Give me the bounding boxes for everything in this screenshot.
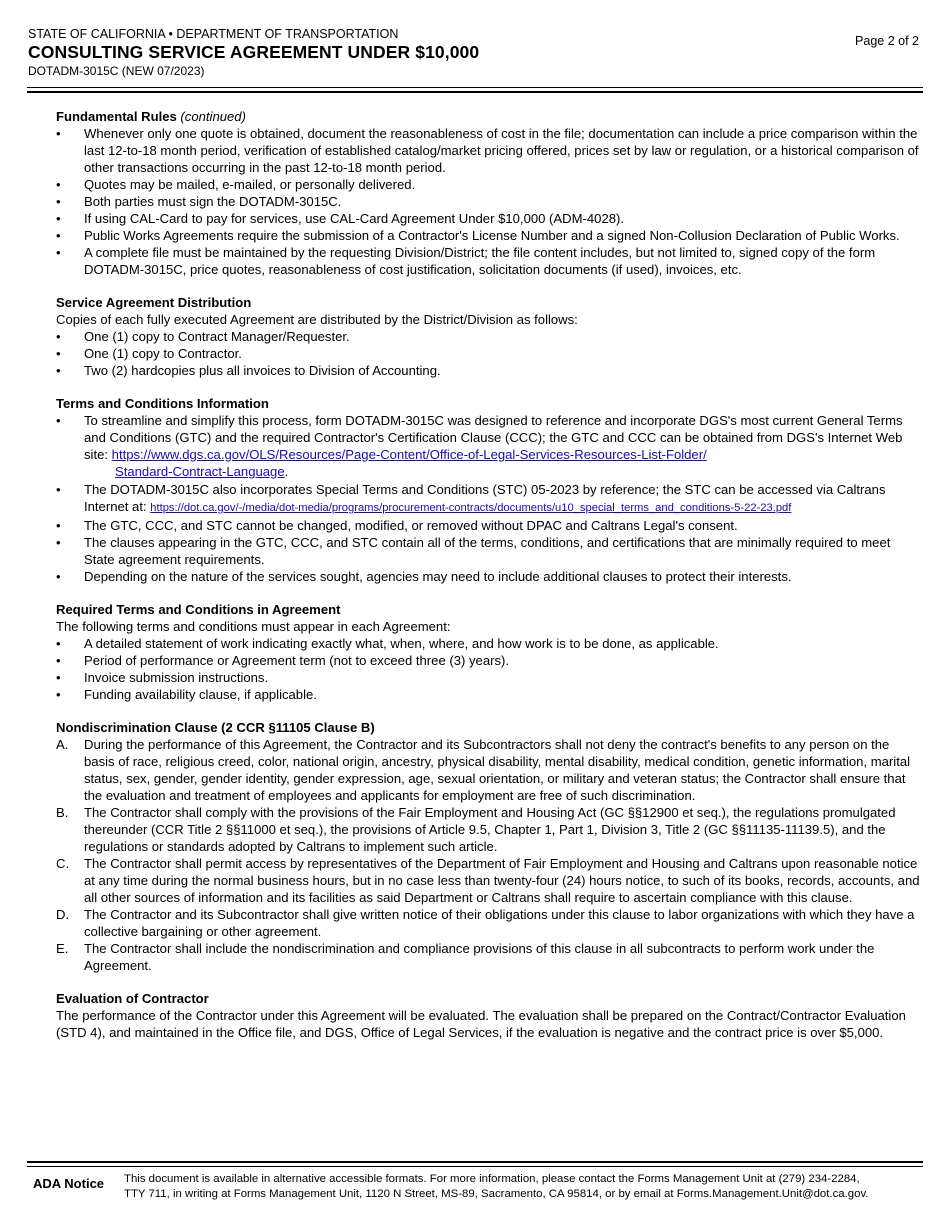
list-item <box>56 345 920 362</box>
list-item-text: Both parties must sign the DOTADM-3015C. <box>84 194 342 209</box>
list-item-text: To streamline and simplify this process, form DOTADM-3015C was designed to reference and incorporate DGS's most current General Terms and Conditions (GTC) and the required Contractor's Certification Clause (CCC); the GTC and CCC can be obtained from DGS's Internet Web site: <box>84 413 903 462</box>
list-item <box>56 244 920 278</box>
list-item-text: Funding availability clause, if applicable. <box>84 687 317 702</box>
bullet-icon: • <box>56 245 61 260</box>
form-header <box>28 27 922 79</box>
bullet-icon: • <box>56 636 61 651</box>
list-item <box>56 210 920 227</box>
header-divider-thick <box>27 91 923 93</box>
list-item <box>56 940 920 974</box>
section-terms-info <box>56 395 920 585</box>
list-item <box>56 686 920 703</box>
footer-divider-thick <box>27 1161 923 1163</box>
agency-line: STATE OF CALIFORNIA • DEPARTMENT OF TRANSPORTATION <box>28 27 399 41</box>
list-item <box>56 481 920 517</box>
section-paragraph: The performance of the Contractor under this Agreement will be evaluated. The evaluation shall be prepared on the Contract/Contractor Evaluation (STD 4), and maintained in the Office file, and DGS, Office of Legal Services, if the evaluation is negative and the contract price is over $5,000. <box>56 1008 906 1040</box>
list-item-text: The Contractor shall include the nondiscrimination and compliance provisions of this clause in all subcontracts to perform work under the Agreement. <box>84 941 875 973</box>
header-divider <box>27 87 923 88</box>
list-marker: B. <box>56 805 69 820</box>
bullet-icon: • <box>56 687 61 702</box>
heading-note: (continued) <box>180 109 246 124</box>
list-item-text: A complete file must be maintained by the requesting Division/District; the file content includes, but not limited to, signed copy of the form DOTADM-3015C, price quotes, reasonableness of cost justification, solicitation documents (if used), invoices, etc. <box>84 245 876 277</box>
list-item <box>56 362 920 379</box>
list-marker: E. <box>56 941 69 956</box>
ada-notice-text <box>124 1172 920 1202</box>
bullet-icon: • <box>56 177 61 192</box>
list-item-text: Whenever only one quote is obtained, document the reasonableness of cost in the file; documentation can include a price comparison within the last 12-to-18 month period, verification of established catalog/market pricing offered, prices set by law or regulation, or a historical comparison of other transactions occurring in the past 12-to-18 month period. <box>84 126 919 175</box>
bullet-icon: • <box>56 569 61 584</box>
list-item <box>56 517 920 534</box>
list-item-text: Public Works Agreements require the submission of a Contractor's License Number and a signed Non-Collusion Declaration of Public Works. <box>84 228 900 243</box>
list-item-text: If using CAL-Card to pay for services, use CAL-Card Agreement Under $10,000 (ADM-4028). <box>84 211 625 226</box>
list-marker: C. <box>56 856 70 871</box>
list-marker: A. <box>56 737 69 752</box>
section-heading: Service Agreement Distribution <box>56 295 252 310</box>
bullet-icon: • <box>56 670 61 685</box>
section-distribution <box>56 294 920 379</box>
list-item <box>56 328 920 345</box>
ada-notice-label: ADA Notice <box>33 1176 105 1191</box>
list-item <box>56 804 920 855</box>
bullet-icon: • <box>56 413 61 428</box>
document-body <box>56 108 920 1057</box>
section-heading: Terms and Conditions Information <box>56 396 269 411</box>
list-item <box>56 855 920 906</box>
section-nondiscrimination <box>56 719 920 974</box>
list-item-text: Quotes may be mailed, e-mailed, or personally delivered. <box>84 177 416 192</box>
list-item-text: One (1) copy to Contract Manager/Requester. <box>84 329 350 344</box>
form-number: DOTADM-3015C (NEW 07/2023) <box>28 64 205 78</box>
bullet-icon: • <box>56 346 61 361</box>
list-item <box>56 412 920 480</box>
ada-notice-line: This document is available in alternative accessible formats. For more information, please contact the Forms Management Unit at (279) 234-2284, <box>124 1173 860 1185</box>
list-item-end: . <box>284 464 289 479</box>
bullet-icon: • <box>56 126 61 141</box>
list-item <box>56 125 920 176</box>
list-item-text: Two (2) hardcopies plus all invoices to Division of Accounting. <box>84 363 441 378</box>
bullet-icon: • <box>56 194 61 209</box>
list-item <box>56 652 920 669</box>
list-item-text: One (1) copy to Contractor. <box>84 346 242 361</box>
list-marker: D. <box>56 907 70 922</box>
heading-text: Fundamental Rules <box>56 109 177 124</box>
bullet-icon: • <box>56 363 61 378</box>
footer-divider <box>27 1166 923 1167</box>
list-item <box>56 227 920 244</box>
section-heading: Required Terms and Conditions in Agreement <box>56 602 341 617</box>
bullet-icon: • <box>56 329 61 344</box>
list-item <box>56 568 920 585</box>
list-item <box>56 534 920 568</box>
section-evaluation <box>56 990 920 1041</box>
list-item-text: The clauses appearing in the GTC, CCC, and STC contain all of the terms, conditions, and certifications that are minimally required to meet State agreement requirements. <box>84 535 891 567</box>
section-heading: Evaluation of Contractor <box>56 991 209 1006</box>
list-item <box>56 193 920 210</box>
page-number: Page 2 of 2 <box>855 34 919 48</box>
section-fundamental-rules <box>56 108 920 278</box>
list-item-text: Depending on the nature of the services sought, agencies may need to include additional clauses to protect their interests. <box>84 569 792 584</box>
list-item-text: Period of performance or Agreement term (not to exceed three (3) years). <box>84 653 510 668</box>
bullet-icon: • <box>56 228 61 243</box>
list-item <box>56 669 920 686</box>
section-heading: Nondiscrimination Clause (2 CCR §11105 Clause B) <box>56 720 375 735</box>
section-heading <box>56 108 920 125</box>
bullet-icon: • <box>56 482 61 497</box>
list-item-text: The Contractor shall permit access by representatives of the Department of Fair Employment and Housing and Caltrans upon reasonable notice at any time during the normal business hours, but in no case less than twenty-four (24) hours notice, to such of its books, records, accounts, and all other sources of information and its facilities as said Department or Caltrans shall require to ascertain compliance with this clause. <box>84 856 920 905</box>
section-intro: Copies of each fully executed Agreement are distributed by the District/Division as follows: <box>56 312 578 327</box>
bullet-icon: • <box>56 211 61 226</box>
section-intro: The following terms and conditions must appear in each Agreement: <box>56 619 451 634</box>
list-item-text: A detailed statement of work indicating exactly what, when, where, and how work is to be done, as applicable. <box>84 636 719 651</box>
list-item-text: Invoice submission instructions. <box>84 670 269 685</box>
list-item <box>56 906 920 940</box>
dgs-terms-link[interactable]: https://www.dgs.ca.gov/OLS/Resources/Page-Content/Office-of-Legal-Services-Resources-List-Folder/ <box>111 447 707 462</box>
section-required-terms <box>56 601 920 703</box>
bullet-icon: • <box>56 518 61 533</box>
form-title: CONSULTING SERVICE AGREEMENT UNDER $10,000 <box>28 42 480 62</box>
bullet-icon: • <box>56 653 61 668</box>
list-item-text: The Contractor and its Subcontractor shall give written notice of their obligations under this clause to labor organizations with which they have a collective bargaining or other agreement. <box>84 907 915 939</box>
list-item <box>56 635 920 652</box>
dgs-terms-link-continued[interactable]: Standard-Contract-Language <box>115 464 285 479</box>
caltrans-stc-link[interactable]: https://dot.ca.gov/-/media/dot-media/programs/procurement-contracts/documents/u10_special_terms_and_conditions-5-22-23.pdf <box>150 502 792 514</box>
list-item-text: The Contractor shall comply with the provisions of the Fair Employment and Housing Act (GC §§12900 et seq.), the regulations promulgated thereunder (CCR Title 2 §§11000 et seq.), the provisions of Article 9.5, Chapter 1, Part 1, Division 3, Title 2 (GC §§11135-11139.5), and the regulations or standards adopted by Caltrans to implement such article. <box>84 805 896 854</box>
bullet-icon: • <box>56 535 61 550</box>
list-item <box>56 736 920 804</box>
ada-notice-line: TTY 711, in writing at Forms Management Unit, 1120 N Street, MS-89, Sacramento, CA 95814, or by email at Forms.Management.Unit@dot.ca.gov. <box>124 1188 869 1200</box>
list-item-text: The DOTADM-3015C also incorporates Special Terms and Conditions (STC) 05-2023 by reference; the STC can be accessed via Caltrans Internet at: <box>84 482 886 514</box>
list-item-text: During the performance of this Agreement, the Contractor and its Subcontractors shall not deny the contract's benefits to any person on the basis of race, religious creed, color, national origin, ancestry, physical disability, mental disability, medical condition, genetic information, marital status, sex, gender, gender identity, gender expression, age, sexual orientation, or military and veteran status; the Contractor shall ensure that the evaluation and treatment of employees and applicants for employment are free of such discrimination. <box>84 737 911 803</box>
list-item <box>56 176 920 193</box>
list-item-text: The GTC, CCC, and STC cannot be changed, modified, or removed without DPAC and Caltrans Legal's consent. <box>84 518 738 533</box>
